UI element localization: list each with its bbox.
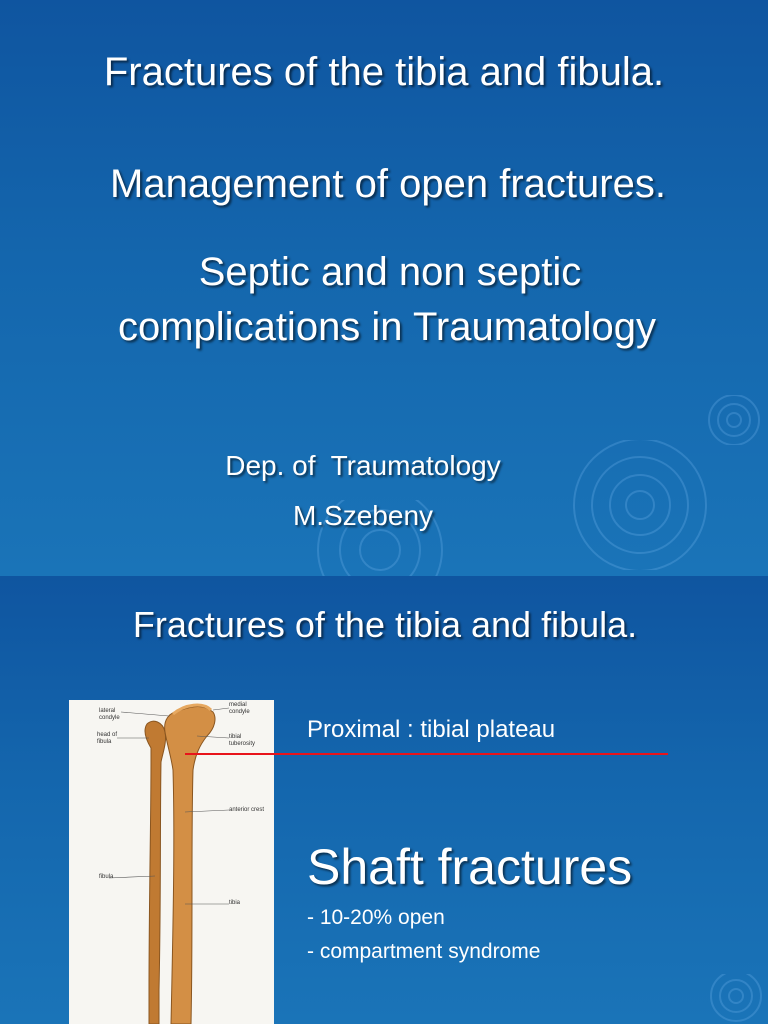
ripple-decoration-corner (700, 974, 768, 1024)
label-tibia: tibia (229, 900, 241, 906)
red-pointer-line (185, 753, 668, 755)
slide-subtitle: Management of open fractures. (110, 162, 666, 206)
slide-title: Fractures of the tibia and fibula. (132, 604, 638, 645)
bone-drawing (69, 700, 274, 1024)
label-tibial-tuberosity: tibial tuberosity (229, 734, 256, 747)
shaft-fractures-heading: Shaft fractures (307, 839, 633, 895)
bullet-open: - 10-20% open (307, 906, 445, 929)
label-lateral-condyle: lateral condyle (99, 708, 120, 721)
topic-line-2: complications in Traumatology (117, 305, 657, 349)
bullet-compartment: - compartment syndrome (307, 940, 541, 963)
department: Dep. of Traumatology (225, 450, 501, 481)
label-medial-condyle: medial condyle (229, 702, 250, 715)
content-slide (0, 576, 768, 1024)
proximal-text: Proximal : tibial plateau (307, 716, 556, 743)
label-fibula: fibula (99, 874, 114, 880)
tibia-fibula-illustration (69, 700, 274, 1024)
author: M.Szebeny (292, 500, 434, 531)
label-head-of-fibula: head of fibula (97, 732, 118, 745)
label-anterior-crest: anterior crest (229, 807, 265, 813)
topic-line-1: Septic and non septic (198, 250, 582, 294)
slide-title: Fractures of the tibia and fibula. (103, 50, 665, 94)
ripple-decoration-small (700, 395, 768, 445)
